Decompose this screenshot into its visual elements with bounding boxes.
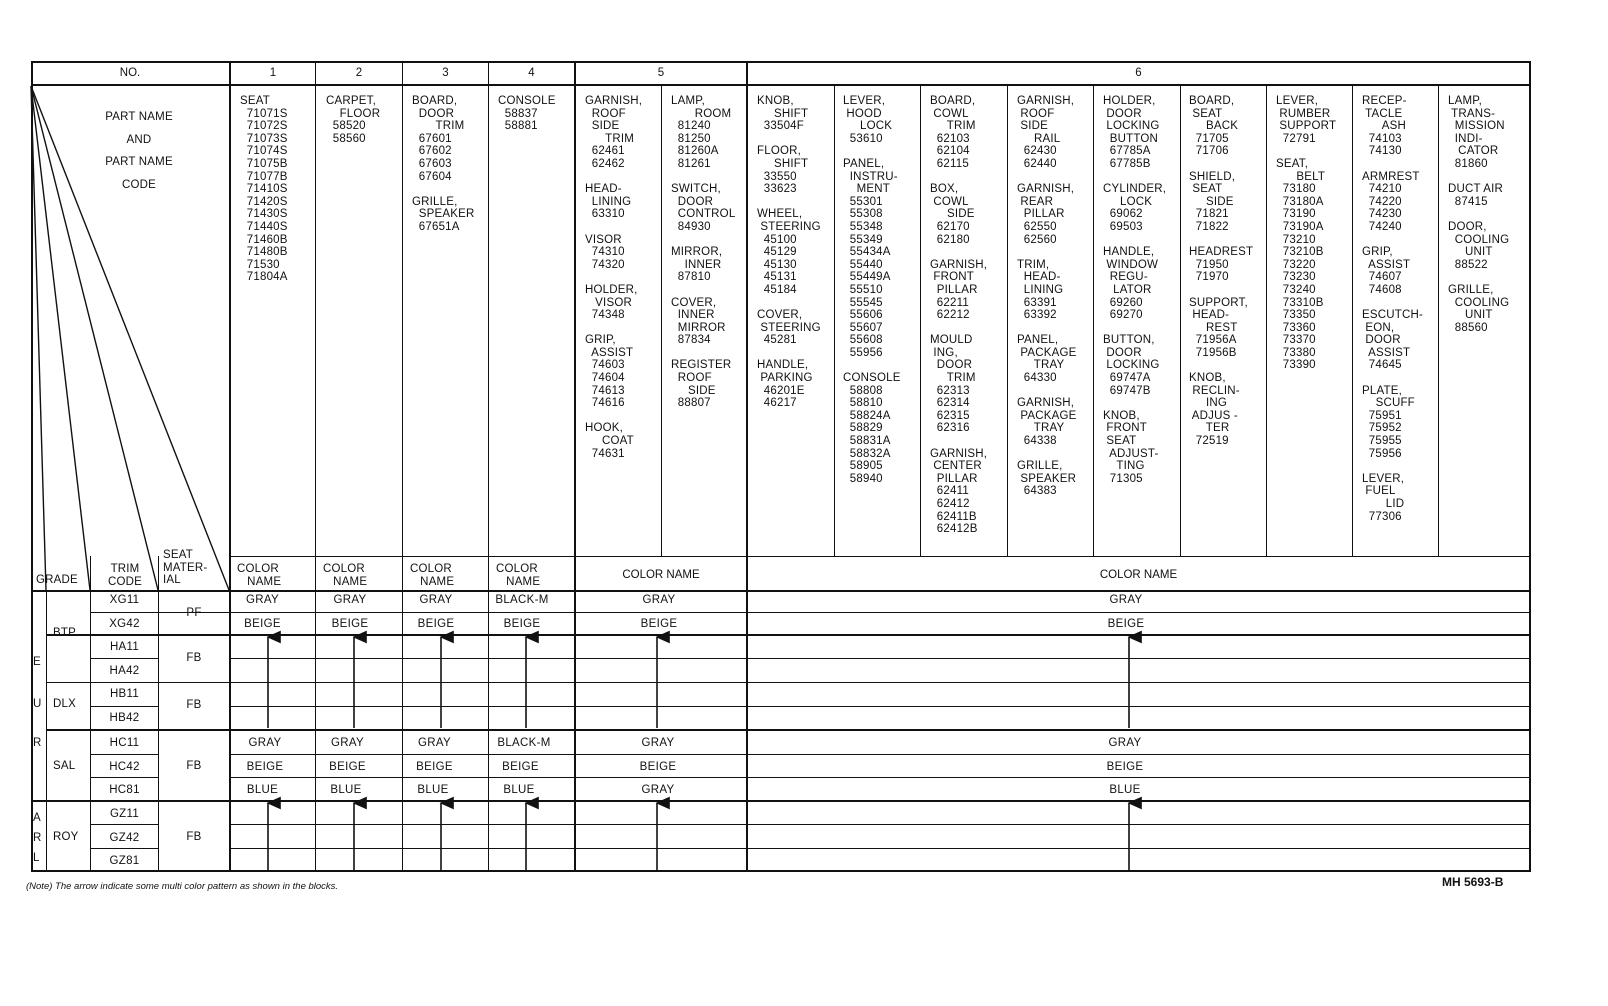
col-number-3: 3 (442, 67, 449, 79)
color-xg11-c3: GRAY (419, 594, 453, 606)
col-number-6: 6 (1135, 67, 1142, 79)
region-letter-u: U (33, 698, 42, 710)
trim-code-gz42: GZ42 (109, 832, 140, 844)
parts-col-6a: KNOB, SHIFT 33504F FLOOR, SHIFT 33550 33623 WHEEL, STEERING 45100 45129 45130 45131 45184 COVER, STEERING 45281 HANDLE, PARKING 46201E 46217 (757, 95, 821, 410)
color-hc42-c6: BEIGE (1106, 761, 1144, 773)
trim-code-label: TRIM CODE (108, 563, 143, 588)
color-xg11-c2: GRAY (333, 594, 367, 606)
color-name-label-6: COLOR NAME (1099, 569, 1178, 581)
parts-col-1: SEAT 71071S 71072S 71073S 71074S 71075B 71077B 71410S 71420S 71430S 71440S 71460B 71480B 71530 71804A (240, 95, 288, 284)
grade-sal: SAL (53, 760, 76, 772)
col-number-2: 2 (355, 67, 363, 79)
color-name-label-4: COLOR NAME (496, 563, 541, 588)
color-hc11-c1: GRAY (248, 737, 282, 749)
color-hc81-c5: GRAY (641, 784, 675, 796)
region-letter-r: R (33, 737, 42, 749)
color-hc42-c3: BEIGE (416, 761, 453, 773)
color-xg42-c5: BEIGE (640, 618, 678, 630)
no-label: NO. (119, 67, 141, 79)
color-name-label-3: COLOR NAME (410, 563, 455, 588)
parts-col-6b: LEVER, HOOD LOCK 53610 PANEL, INSTRU- MENT 55301 55308 55348 55349 55434A 55440 55449A 55510 55545 55606 55607 55608 55956 CONSOLE 58808 58810 58824A 58829 58831A 58832A 58905 58940 (843, 95, 901, 485)
parts-col-3: BOARD, DOOR TRIM 67601 67602 67603 67604 GRILLE, SPEAKER 67651A (412, 95, 475, 233)
parts-col-6h: RECEP- TACLE ASH 74103 74130 ARMREST 74210 74220 74230 74240 GRIP, ASSIST 74607 74608 ESCUTCH- EON, DOOR ASSIST 74645 PLATE, SCUFF 75951 75952 75955 75956 LEVER, FUEL LID 77306 (1362, 95, 1424, 523)
color-hc11-c2: GRAY (331, 737, 364, 749)
trim-code-hb11: HB11 (109, 688, 140, 700)
seat-material-dlx-fb: FB (186, 699, 202, 711)
region-letter-e: E (33, 656, 41, 668)
trim-code-xg42: XG42 (109, 618, 140, 630)
parts-col-6i: LAMP, TRANS- MISSION INDI- CATOR 81860 DUCT AIR 87415 DOOR, COOLING UNIT 88522 GRILLE, COOLING UNIT 88560 (1448, 95, 1510, 334)
trim-code-ha11: HA11 (109, 641, 140, 653)
parts-col-6c: BOARD, COWL TRIM 62103 62104 62115 BOX, COWL SIDE 62170 62180 GARNISH, FRONT PILLAR 62211 62212 MOULD ING, DOOR TRIM 62313 62314 62315 62316 GARNISH, CENTER PILLAR 62411 62412 62411B 62412B (930, 95, 988, 536)
color-hc42-c2: BEIGE (329, 761, 366, 773)
color-xg11-c6: GRAY (1109, 594, 1143, 606)
trim-code-xg11: XG11 (109, 594, 140, 606)
color-hc42-c5: BEIGE (639, 761, 677, 773)
col-number-4: 4 (528, 67, 535, 79)
parts-col-5a: GARNISH, ROOF SIDE TRIM 62461 62462 HEAD- LINING 63310 VISOR 74310 74320 HOLDER, VISOR 74348 GRIP, ASSIST 74603 74604 74613 74616 HOOK, COAT 74631 (585, 95, 643, 460)
col-number-1: 1 (269, 67, 277, 79)
color-hc11-c6: GRAY (1108, 737, 1142, 749)
color-xg42-c4: BEIGE (503, 618, 541, 630)
color-name-label-2: COLOR NAME (323, 563, 368, 588)
color-xg42-c2: BEIGE (331, 618, 369, 630)
trim-code-hc42: HC42 (109, 761, 140, 773)
region-letter-r2: R (33, 832, 42, 844)
color-hc81-c3: BLUE (417, 784, 449, 796)
color-hc81-c2: BLUE (330, 784, 362, 796)
seat-material-btp-fb: FB (186, 652, 202, 664)
color-xg42-c6: BEIGE (1107, 618, 1145, 630)
parts-col-6d: GARNISH, ROOF SIDE RAIL 62430 62440 GARNISH, REAR PILLAR 62550 62560 TRIM, HEAD- LINING 63391 63392 PANEL, PACKAGE TRAY 64330 GARNISH, PACKAGE TRAY 64338 GRILLE, SPEAKER 64383 (1017, 95, 1077, 498)
color-name-label-5: COLOR NAME (622, 569, 700, 581)
color-hc11-c4: BLACK-M (497, 737, 551, 749)
trim-code-hb42: HB42 (109, 712, 140, 724)
color-hc81-c1: BLUE (246, 784, 279, 796)
grade-roy: ROY (53, 831, 79, 843)
color-hc81-c4: BLUE (503, 784, 535, 796)
parts-col-6g: LEVER, RUMBER SUPPORT 72791 SEAT, BELT 73180 73180A 73190 73190A 73210 73210B 73220 73230 73240 73310B 73350 73360 73370 73380 73390 (1276, 95, 1337, 372)
reference-code: MH 5693-B (1442, 875, 1504, 889)
color-xg11-c4: BLACK-M (495, 594, 549, 606)
footnote: (Note) The arrow indicate some multi color pattern as shown in the blocks. (26, 881, 339, 892)
color-name-label-1: COLOR NAME (237, 563, 282, 588)
color-xg42-c3: BEIGE (417, 618, 455, 630)
trim-code-gz81: GZ81 (109, 855, 140, 867)
color-hc11-c5: GRAY (641, 737, 675, 749)
color-hc81-c6: BLUE (1109, 784, 1141, 796)
grade-dlx: DLX (53, 698, 76, 710)
color-hc11-c3: GRAY (418, 737, 451, 749)
region-letter-l: L (33, 852, 40, 864)
region-letter-a: A (33, 812, 41, 824)
seat-material-pf: PF (186, 607, 202, 619)
color-hc42-c4: BEIGE (502, 761, 539, 773)
trim-code-hc81: HC81 (109, 784, 140, 796)
grade-btp: BTP (53, 627, 76, 639)
part-name-label: PART NAME AND PART NAME CODE (105, 111, 173, 191)
parts-col-2: CARPET, FLOOR 58520 58560 (326, 95, 381, 145)
seat-material-label: SEAT MATER- IAL (163, 549, 208, 587)
parts-col-6e: HOLDER, DOOR LOCKING BUTTON 67785A 67785B CYLINDER, LOCK 69062 69503 HANDLE, WINDOW REGU- LATOR 69260 69270 BUTTON, DOOR LOCKING 69747A 69747B KNOB, FRONT SEAT ADJUST- TING 71305 (1103, 95, 1167, 485)
trim-code-gz11: GZ11 (109, 808, 140, 820)
parts-col-5b: LAMP, ROOM 81240 81250 81260A 81261 SWITCH, DOOR CONTROL 84930 MIRROR, INNER 87810 COVER, INNER MIRROR 87834 REGISTER ROOF SIDE 88807 (671, 95, 736, 410)
seat-material-roy-fb: FB (186, 831, 202, 843)
parts-col-4: CONSOLE 58837 58881 (498, 95, 556, 133)
parts-col-6f: BOARD, SEAT BACK 71705 71706 SHIELD, SEAT SIDE 71821 71822 HEADREST 71950 71970 SUPPORT, HEAD- REST 71956A 71956B KNOB, RECLIN- ING ADJUS - TER 72519 (1189, 95, 1254, 448)
seat-material-sal-fb: FB (186, 760, 202, 772)
color-xg11-c1: GRAY (246, 594, 279, 606)
color-xg11-c5: GRAY (642, 594, 676, 606)
col-number-5: 5 (657, 67, 665, 79)
color-hc42-c1: BEIGE (246, 761, 284, 773)
trim-code-ha42: HA42 (109, 665, 140, 677)
grade-label: GRADE (36, 574, 78, 586)
color-xg42-c1: BEIGE (244, 618, 281, 630)
trim-code-hc11: HC11 (109, 737, 140, 749)
